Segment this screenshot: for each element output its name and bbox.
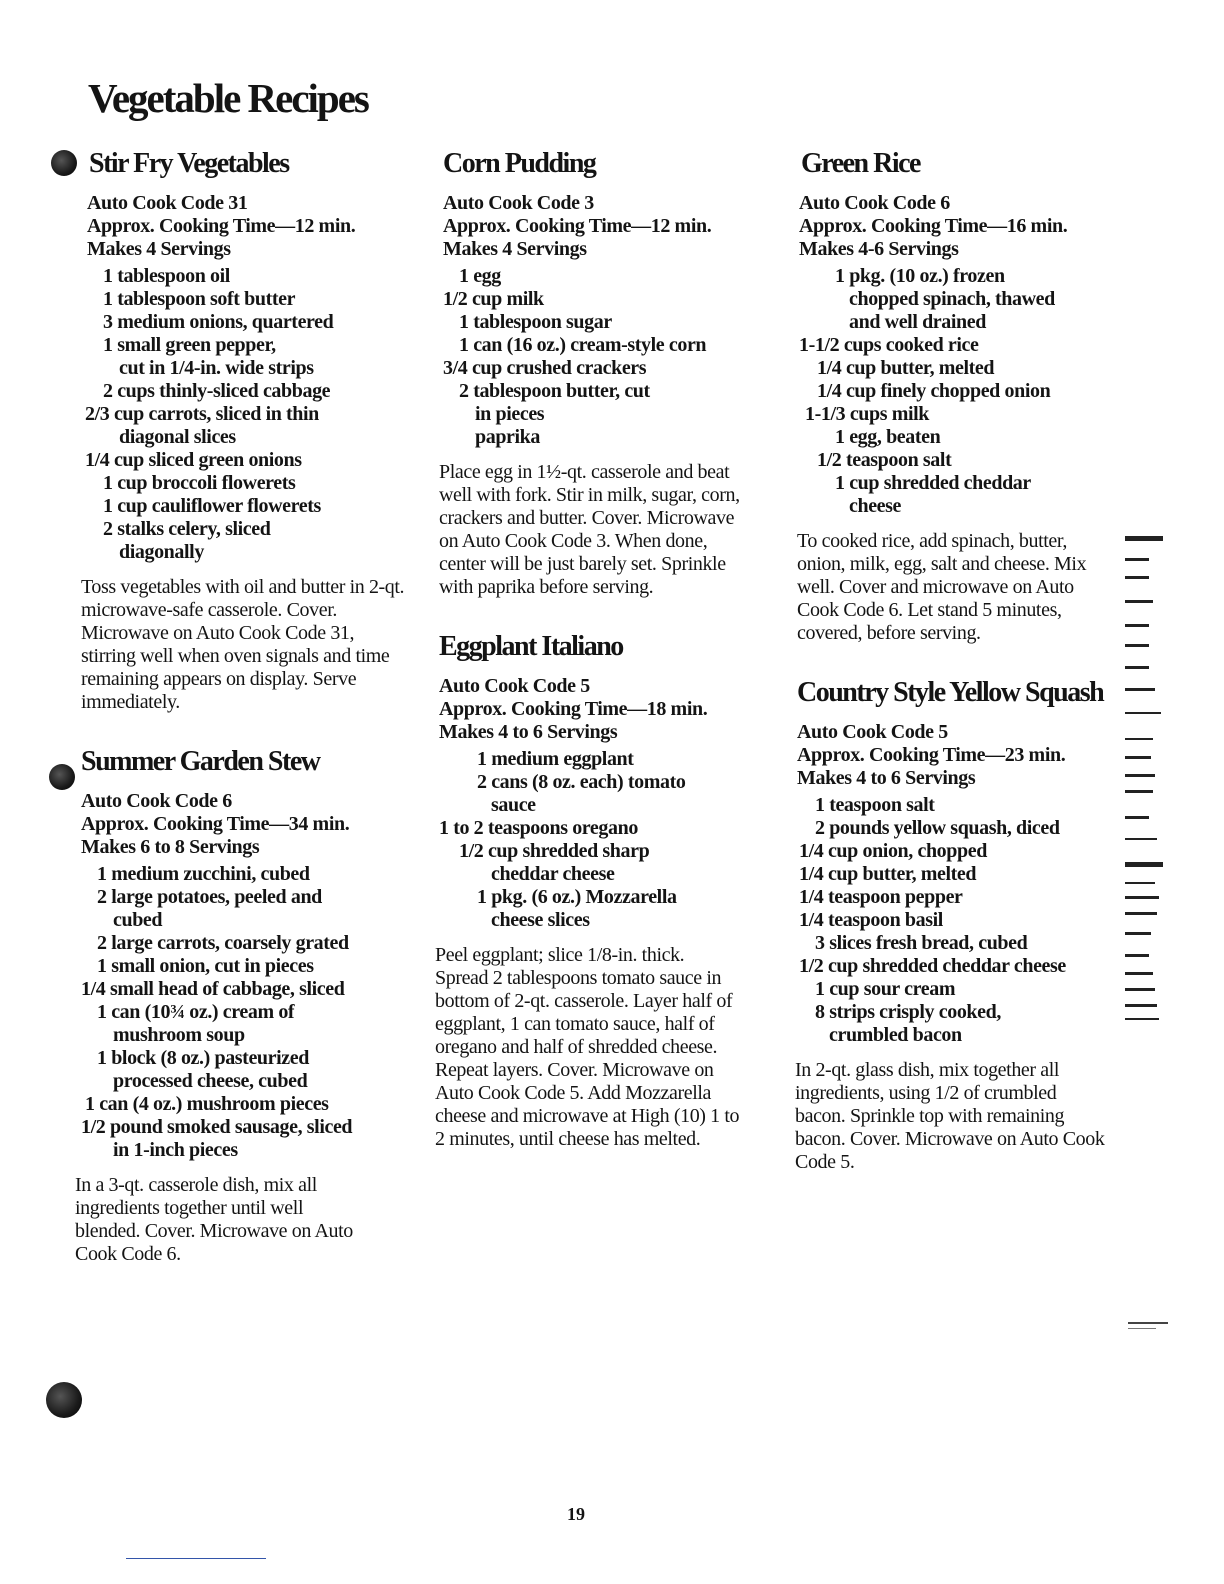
ingredient-list [795, 794, 1125, 1047]
bullet-icon [46, 1382, 82, 1418]
cooking-time: Approx. Cooking Time—12 min. [443, 215, 712, 237]
cooking-time: Approx. Cooking Time—12 min. [87, 215, 356, 237]
ingredient-list [795, 265, 1125, 518]
ingredient: 1 egg [459, 265, 501, 287]
recipe-green-rice [795, 146, 1125, 645]
ingredient: 1-1/3 cups milk [805, 403, 930, 425]
ingredient: 1 can (10¾ oz.) cream of [97, 1001, 295, 1023]
ingredient: in pieces [475, 403, 545, 425]
column-1 [75, 146, 411, 1296]
ingredient: 1 tablespoon sugar [459, 311, 612, 333]
ingredient: 3 medium onions, quartered [103, 311, 334, 333]
ingredient: 1/4 cup onion, chopped [799, 840, 987, 862]
ingredient: 1 tablespoon oil [103, 265, 230, 287]
ingredient: 3/4 cup crushed crackers [443, 357, 647, 379]
auto-cook-code: Auto Cook Code 31 [87, 192, 248, 214]
cooking-time: Approx. Cooking Time—23 min. [797, 744, 1066, 766]
ingredient: 1 teaspoon salt [815, 794, 935, 816]
ingredient-list [437, 748, 767, 932]
ingredient: 1 tablespoon soft butter [103, 288, 296, 310]
recipe-title: Green Rice [801, 148, 920, 179]
ingredient: 1 medium eggplant [477, 748, 634, 770]
servings: Makes 4-6 Servings [799, 238, 959, 260]
ingredient: 2 tablespoon butter, cut [459, 380, 650, 402]
cooking-time: Approx. Cooking Time—18 min. [439, 698, 708, 720]
ingredient: 1/4 cup finely chopped onion [817, 380, 1051, 402]
ingredient: paprika [475, 426, 541, 448]
cooking-time: Approx. Cooking Time—34 min. [81, 813, 350, 835]
ingredient: mushroom soup [113, 1024, 245, 1046]
servings: Makes 4 Servings [87, 238, 231, 260]
servings: Makes 4 Servings [443, 238, 587, 260]
ingredient: cubed [113, 909, 163, 931]
recipe-title: Corn Pudding [443, 148, 596, 179]
ingredient: 1 small onion, cut in pieces [97, 955, 314, 977]
recipe-eggplant-italiano [437, 629, 767, 1151]
ingredient: processed cheese, cubed [113, 1070, 308, 1092]
ingredient-list [437, 265, 767, 449]
ingredient: cheddar cheese [491, 863, 615, 885]
auto-cook-code: Auto Cook Code 3 [443, 192, 594, 214]
recipe-title: Stir Fry Vegetables [89, 148, 289, 179]
instructions: To cooked rice, add spinach, butter, onion, milk, egg, salt and cheese. Mix well. Cover and microwave on Auto Cook Code 6. Let stand 5 minutes, covered, before serving. [797, 530, 1087, 644]
column-3 [795, 146, 1125, 1204]
ingredient: 3 slices fresh bread, cubed [815, 932, 1028, 954]
ingredient: 1 small green pepper, [103, 334, 276, 356]
recipe-country-style-yellow-squash [795, 675, 1125, 1174]
ingredient: 1/2 cup milk [443, 288, 544, 310]
recipe-title: Summer Garden Stew [81, 746, 320, 777]
ingredient: 2 stalks celery, sliced [103, 518, 271, 540]
ingredient: 1/2 pound smoked sausage, sliced [81, 1116, 353, 1138]
servings: Makes 4 to 6 Servings [797, 767, 976, 789]
ingredient: 2 pounds yellow squash, diced [815, 817, 1060, 839]
ingredient: 1 to 2 teaspoons oregano [439, 817, 638, 839]
ingredient: 1 pkg. (10 oz.) frozen [835, 265, 1005, 287]
margin-marks [1125, 528, 1175, 1028]
column-2 [437, 146, 767, 1181]
recipe-title: Country Style Yellow Squash [797, 677, 1104, 708]
bottom-rule [126, 1558, 266, 1559]
instructions: Toss vegetables with oil and butter in 2-qt. microwave-safe casserole. Cover. Microwave on Auto Cook Code 31, stirring well when oven signals and time remaining appears on display. Serve immediately. [81, 576, 405, 713]
instructions: In 2-qt. glass dish, mix together all ingredients, using 1/2 of crumbled bacon. Sprinkle top with remaining bacon. Cover. Microwave on Auto Cook Code 5. [795, 1059, 1105, 1173]
ingredient: 1 cup shredded cheddar [835, 472, 1031, 494]
ingredient: 1 can (16 oz.) cream-style corn [459, 334, 707, 356]
auto-cook-code: Auto Cook Code 6 [799, 192, 950, 214]
recipe-corn-pudding [437, 146, 767, 599]
ingredient: 1/4 teaspoon basil [799, 909, 943, 931]
ingredient-list [81, 265, 411, 564]
bullet-icon [51, 150, 77, 176]
servings: Makes 6 to 8 Servings [81, 836, 260, 858]
servings: Makes 4 to 6 Servings [439, 721, 618, 743]
ingredient: 1/2 cup shredded sharp [459, 840, 650, 862]
ingredient-list [81, 863, 411, 1162]
ingredient: 1/4 small head of cabbage, sliced [81, 978, 345, 1000]
instructions: Peel eggplant; slice 1/8-in. thick. Spread 2 tablespoons tomato sauce in bottom of 2-qt. casserole. Layer half of eggplant, 1 can tomato sauce, half of oregano and half of shredded cheese. Repeat layers. Cover. Microwave on Auto Cook Code 5. Add Mozzarella cheese and microwave at High (10) 1 to 2 minutes, until cheese has melted. [435, 944, 740, 1150]
ingredient: 2 cups thinly-sliced cabbage [103, 380, 331, 402]
ingredient: and well drained [849, 311, 986, 333]
ingredient: cut in 1/4-in. wide strips [119, 357, 314, 379]
page-title: Vegetable Recipes [88, 75, 368, 121]
ingredient: cheese slices [491, 909, 590, 931]
ingredient: 1 pkg. (6 oz.) Mozzarella [477, 886, 677, 908]
instructions: Place egg in 1½-qt. casserole and beat well with fork. Stir in milk, sugar, corn, crackers and butter. Cover. Microwave on Auto Cook Code 3. When done, center will be just barely set. Sprinkle with paprika before serving. [439, 461, 740, 598]
auto-cook-code: Auto Cook Code 5 [797, 721, 948, 743]
ingredient: 1/2 cup shredded cheddar cheese [799, 955, 1066, 977]
ingredient: in 1-inch pieces [113, 1139, 238, 1161]
ingredient: 2 large carrots, coarsely grated [97, 932, 349, 954]
instructions: In a 3-qt. casserole dish, mix all ingredients together until well blended. Cover. Microwave on Auto Cook Code 6. [75, 1174, 353, 1265]
ingredient: diagonal slices [119, 426, 236, 448]
ingredient: 1 block (8 oz.) pasteurized [97, 1047, 309, 1069]
recipe-summer-garden-stew [75, 744, 411, 1266]
auto-cook-code: Auto Cook Code 5 [439, 675, 590, 697]
auto-cook-code: Auto Cook Code 6 [81, 790, 232, 812]
ingredient: 2 cans (8 oz. each) tomato [477, 771, 686, 793]
ingredient: crumbled bacon [829, 1024, 962, 1046]
ingredient: chopped spinach, thawed [849, 288, 1055, 310]
ingredient: 1 medium zucchini, cubed [97, 863, 310, 885]
ingredient: 1 can (4 oz.) mushroom pieces [85, 1093, 329, 1115]
recipe-title: Eggplant Italiano [439, 631, 623, 662]
ingredient: 2/3 cup carrots, sliced in thin [85, 403, 319, 425]
ingredient: 1-1/2 cups cooked rice [799, 334, 979, 356]
cooking-time: Approx. Cooking Time—16 min. [799, 215, 1068, 237]
bullet-icon [49, 764, 75, 790]
ingredient: 1 cup broccoli flowerets [103, 472, 296, 494]
page-number: 19 [567, 1504, 585, 1524]
ingredient: 1/4 cup butter, melted [799, 863, 977, 885]
ingredient: 2 large potatoes, peeled and [97, 886, 322, 908]
ingredient: 1 egg, beaten [835, 426, 941, 448]
ingredient: 8 strips crisply cooked, [815, 1001, 1001, 1023]
ingredient: 1/4 cup butter, melted [817, 357, 995, 379]
ingredient: 1/2 teaspoon salt [817, 449, 952, 471]
ingredient: 1 cup cauliflower flowerets [103, 495, 321, 517]
ingredient: sauce [491, 794, 536, 816]
ingredient: diagonally [119, 541, 204, 563]
recipe-stir-fry-vegetables [81, 146, 411, 714]
margin-mark [1128, 1328, 1156, 1329]
ingredient: 1 cup sour cream [815, 978, 956, 1000]
margin-mark [1128, 1322, 1168, 1324]
ingredient: 1/4 teaspoon pepper [799, 886, 963, 908]
ingredient: cheese [849, 495, 902, 517]
ingredient: 1/4 cup sliced green onions [85, 449, 302, 471]
